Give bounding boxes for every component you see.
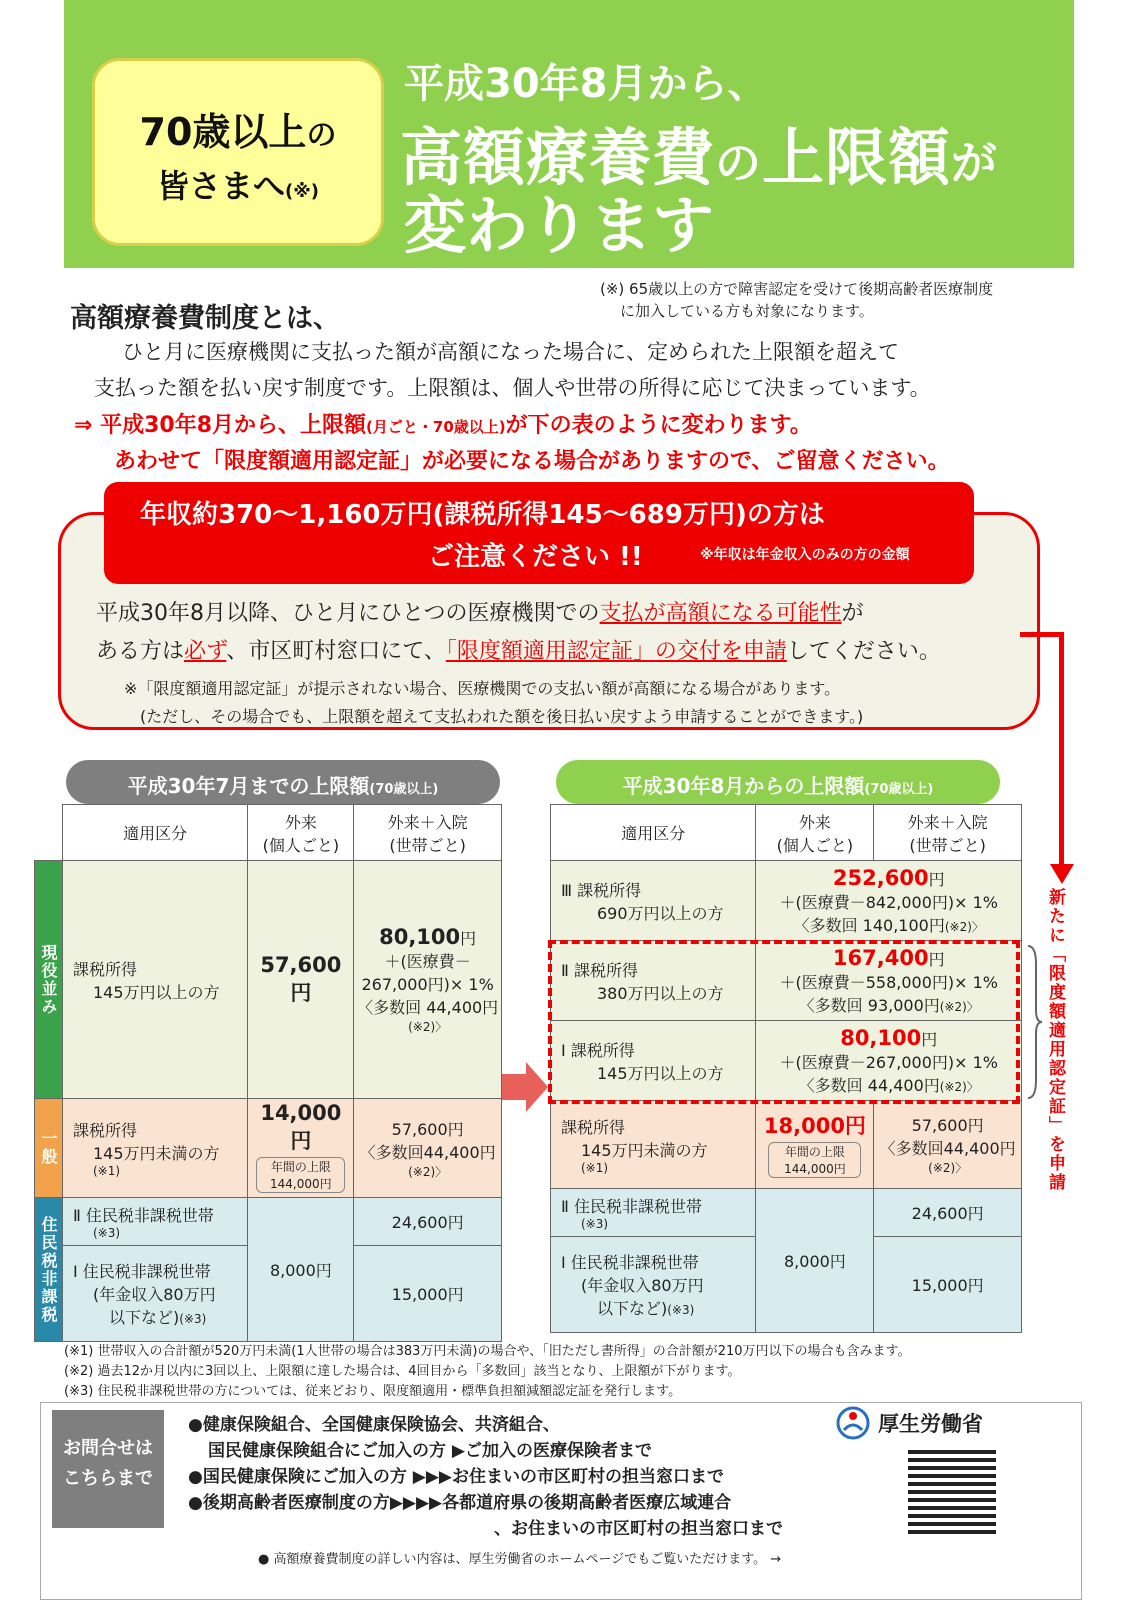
combined-value: 167,400円 ＋(医療費－558,000円)× 1% 〈多数回 93,000円(※2)〉 xyxy=(756,941,1022,1021)
title-line3: 変わります xyxy=(404,189,715,262)
combined-value: 252,600円 ＋(医療費－842,000円)× 1% 〈多数回 140,100円(※2)〉 xyxy=(756,861,1022,941)
row-label: Ⅰ 住民税非課税世帯 (年金収入80万円 以下など)(※3) xyxy=(551,1237,756,1333)
nyuin-value: 24,600円 xyxy=(874,1189,1022,1237)
nyuin-value: 15,000円 xyxy=(354,1246,502,1342)
table-row xyxy=(35,1198,502,1246)
intro-line2: 支払った額を払い戻す制度です。上限額は、個人や世帯の所得に応じて決まっています。 xyxy=(94,376,931,400)
table-header-row xyxy=(35,805,502,861)
table-row xyxy=(35,861,502,1099)
table-row xyxy=(35,1099,502,1198)
table-row xyxy=(551,1101,1022,1189)
section-heading: 高額療養費制度とは、 xyxy=(70,303,340,334)
intro-red-line2: あわせて「限度額適用認定証」が必要になる場合がありますので、ご留意ください。 xyxy=(114,449,950,474)
side-vertical-label: 新たに「限度額適用認定証」を申請 xyxy=(1045,888,1065,1192)
contact-label: お問合せは こちらまで xyxy=(52,1410,164,1528)
title-line1: 平成30年8月から、 xyxy=(404,61,768,107)
connector-arrow-v xyxy=(1059,632,1064,868)
contact-line5: 、お住まいの市区町村の担当窓口まで xyxy=(494,1519,783,1539)
ministry-logo-icon xyxy=(836,1406,870,1440)
header-gairai: 外来 (個人ごと) xyxy=(756,805,874,861)
gairai-value: 18,000円 年間の上限 144,000円 xyxy=(756,1101,874,1189)
banner-note: ※年収は年金収入のみの方の金額 xyxy=(700,547,910,563)
badge-line2: 皆さまへ(※) xyxy=(157,167,319,205)
gairai-value: 8,000円 xyxy=(756,1189,874,1333)
row-label: Ⅰ 住民税非課税世帯 (年金収入80万円 以下など)(※3) xyxy=(62,1246,247,1342)
title-line2: 高額療養費の上限額が xyxy=(400,121,999,194)
row-label: Ⅱ 住民税非課税世帯 (※3) xyxy=(62,1198,247,1246)
table-row xyxy=(551,861,1022,941)
highlight-dashed-box xyxy=(548,940,1020,1104)
qr-code-icon[interactable] xyxy=(908,1446,996,1534)
audience-badge xyxy=(92,58,384,246)
contact-line1: ●健康保険組合、全国健康保険協会、共済組合、 xyxy=(188,1415,560,1435)
row-label: Ⅲ 課税所得 690万円以上の方 xyxy=(551,861,756,941)
nyuin-value: 15,000円 xyxy=(874,1237,1022,1333)
row-label: Ⅱ 住民税非課税世帯 (※3) xyxy=(551,1189,756,1237)
nyuin-value: 24,600円 xyxy=(354,1198,502,1246)
header-gairai: 外来 (個人ごと) xyxy=(248,805,354,861)
top-footnote: (※) 65歳以上の方で障害認定を受けて後期高齢者医療制度 に加入している方も対象になります。 xyxy=(600,280,994,320)
footnote-3: (※3) 住民税非課税世帯の方については、従来どおり、限度額適用・標準負担額減額認定証を発行します。 xyxy=(64,1384,682,1399)
ministry-name: 厚生労働省 xyxy=(878,1412,983,1436)
footnote-2: (※2) 過去12か月以内に3回以上、上限額に達した場合は、4回目から「多数回」該当となり、上限額が下がります。 xyxy=(64,1364,741,1379)
row-label: 課税所得 145万円以上の方 xyxy=(62,861,247,1099)
connector-arrow-h xyxy=(1020,632,1064,637)
badge-line1: 70歳以上の xyxy=(139,110,337,154)
contact-line2: 国民健康保険組合にご加入の方 ▶ご加入の医療保険者まで xyxy=(208,1441,652,1461)
side-label-genyaku: 現役並み xyxy=(35,861,63,1099)
brace-icon xyxy=(1026,944,1044,1100)
arrow-right-icon xyxy=(502,1062,548,1112)
alert-line2: ある方は必ず、市区町村窓口にて、「限度額適用認定証」の交付を申請してください。 xyxy=(96,639,941,664)
side-label-hikazei: 住民税非課税 xyxy=(35,1198,63,1342)
combined-value: 80,100円 ＋(医療費－267,000円)× 1% 〈多数回 44,400円(※2)〉 xyxy=(756,1021,1022,1101)
gairai-value: 14,000円 年間の上限 144,000円 xyxy=(248,1099,354,1198)
row-label: Ⅱ 課税所得 380万円以上の方 xyxy=(551,941,756,1021)
header-nyuin: 外来＋入院 (世帯ごと) xyxy=(354,805,502,861)
alert-line1: 平成30年8月以降、ひと月にひとつの医療機関での支払が高額になる可能性が xyxy=(96,601,864,626)
contact-line4: ●後期高齢者医療制度の方▶▶▶▶各都道府県の後期高齢者医療広域連合 xyxy=(188,1493,732,1513)
arrow-down-icon xyxy=(1050,864,1074,884)
annual-limit: 年間の上限 144,000円 xyxy=(256,1157,345,1193)
nyuin-value: 57,600円 〈多数回44,400円 (※2)〉 xyxy=(354,1099,502,1198)
row-label: 課税所得 145万円未満の方 (※1) xyxy=(62,1099,247,1198)
tab-after: 平成30年8月からの上限額(70歳以上) xyxy=(556,760,1000,804)
intro-red-line1: ⇒ 平成30年8月から、上限額(月ごと・70歳以上)が下の表のように変わります。 xyxy=(74,413,812,438)
contact-line6[interactable]: ● 高額療養費制度の詳しい内容は、厚生労働省のホームページでもご覧いただけます。 → xyxy=(258,1552,782,1567)
gairai-value: 57,600円 xyxy=(248,861,354,1099)
side-label-ippan: 一般 xyxy=(35,1099,63,1198)
footnote-1: (※1) 世帯収入の合計額が520万円未満(1人世帯の場合は383万円未満)の場合や、「旧ただし書所得」の合計額が210万円以下の場合も含みます。 xyxy=(64,1344,911,1359)
row-label: 課税所得 145万円未満の方 (※1) xyxy=(551,1101,756,1189)
table-header-row xyxy=(551,805,1022,861)
alert-line3: ※「限度額適用認定証」が提示されない場合、医療機関での支払い額が高額になる場合があります。 xyxy=(124,679,841,698)
row-label: Ⅰ 課税所得 145万円以上の方 xyxy=(551,1021,756,1101)
annual-limit: 年間の上限 144,000円 xyxy=(768,1142,861,1178)
table-before xyxy=(34,804,502,1342)
table-row xyxy=(551,1189,1022,1237)
intro-line1: ひと月に医療機関に支払った額が高額になった場合に、定められた上限額を超えて xyxy=(122,340,899,364)
tab-before: 平成30年7月までの上限額(70歳以上) xyxy=(66,760,500,804)
nyuin-value: 80,100円 ＋(医療費－ 267,000円)× 1% 〈多数回 44,400円 (※2)〉 xyxy=(354,861,502,1099)
contact-line3: ●国民健康保険にご加入の方 ▶▶▶お住まいの市区町村の担当窓口まで xyxy=(188,1467,724,1487)
banner-line1: 年収約370～1,160万円(課税所得145～689万円)の方は xyxy=(140,500,825,530)
banner-line2: ご注意ください !! xyxy=(428,542,643,572)
header-kubun: 適用区分 xyxy=(62,805,247,861)
header-kubun: 適用区分 xyxy=(551,805,756,861)
nyuin-value: 57,600円 〈多数回44,400円 (※2)〉 xyxy=(874,1101,1022,1189)
alert-line4: (ただし、その場合でも、上限額を超えて支払われた額を後日払い戻すよう申請することができます。) xyxy=(140,707,864,726)
gairai-value: 8,000円 xyxy=(248,1198,354,1342)
header-nyuin: 外来＋入院 (世帯ごと) xyxy=(874,805,1022,861)
